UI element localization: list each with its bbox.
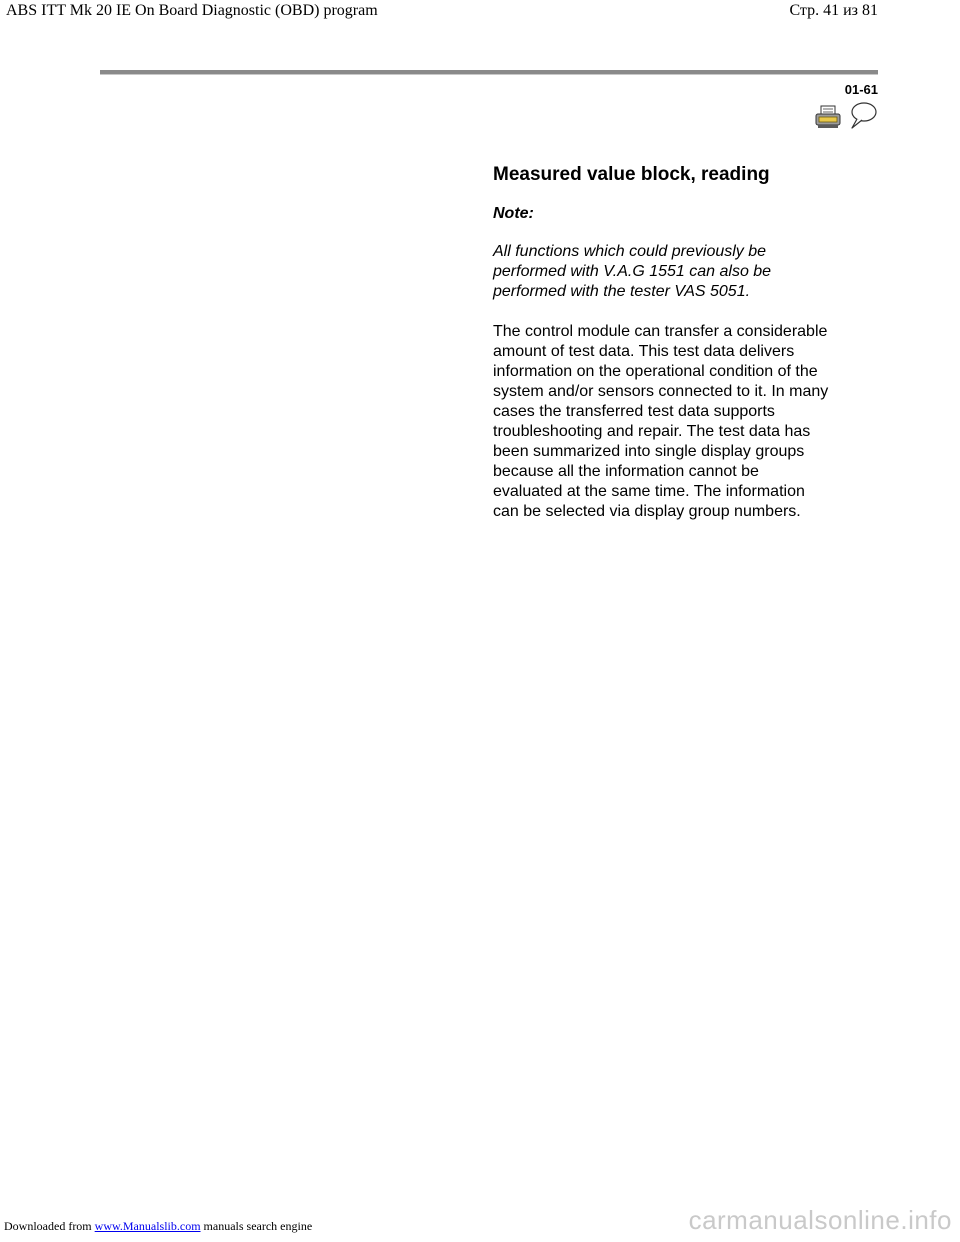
body-line: because all the information cannot be bbox=[493, 463, 759, 480]
body-line: troubleshooting and repair. The test data has bbox=[493, 423, 811, 440]
body-line: can be selected via display group numbers. bbox=[493, 503, 801, 520]
body-line: evaluated at the same time. The information bbox=[493, 483, 805, 500]
document-title: ABS ITT Mk 20 IE On Board Diagnostic (OBD) program bbox=[6, 2, 378, 19]
note-line: performed with the tester VAS 5051. bbox=[493, 283, 751, 300]
manualslib-link[interactable]: www.Manualslib.com bbox=[94, 1219, 201, 1233]
main-content bbox=[493, 162, 878, 522]
note-line: performed with V.A.G 1551 can also be bbox=[493, 263, 772, 280]
footer-prefix: Downloaded from bbox=[4, 1219, 92, 1233]
body-line: The control module can transfer a considerable bbox=[493, 323, 828, 340]
page-counter: Стр. 41 из 81 bbox=[789, 2, 878, 19]
section-title: Measured value block, reading bbox=[493, 164, 770, 185]
watermark: carmanualsonline.info bbox=[688, 1205, 952, 1235]
note-label: Note: bbox=[493, 205, 534, 222]
printer-icon[interactable] bbox=[815, 105, 841, 129]
body-line: information on the operational condition of the bbox=[493, 363, 818, 380]
download-footer bbox=[4, 1219, 312, 1234]
body-paragraph bbox=[493, 322, 878, 522]
body-line: system and/or sensors connected to it. In many bbox=[493, 383, 829, 400]
header-divider bbox=[100, 70, 878, 75]
speech-bubble-icon[interactable] bbox=[848, 101, 878, 129]
body-line: been summarized into single display groups bbox=[493, 443, 805, 460]
note-text bbox=[493, 242, 878, 302]
note-line: All functions which could previously be bbox=[493, 243, 767, 260]
footer-suffix: manuals search engine bbox=[203, 1219, 313, 1233]
page-code: 01-61 bbox=[844, 82, 878, 97]
body-line: amount of test data. This test data delivers bbox=[493, 343, 795, 360]
body-line: cases the transferred test data supports bbox=[493, 403, 775, 420]
